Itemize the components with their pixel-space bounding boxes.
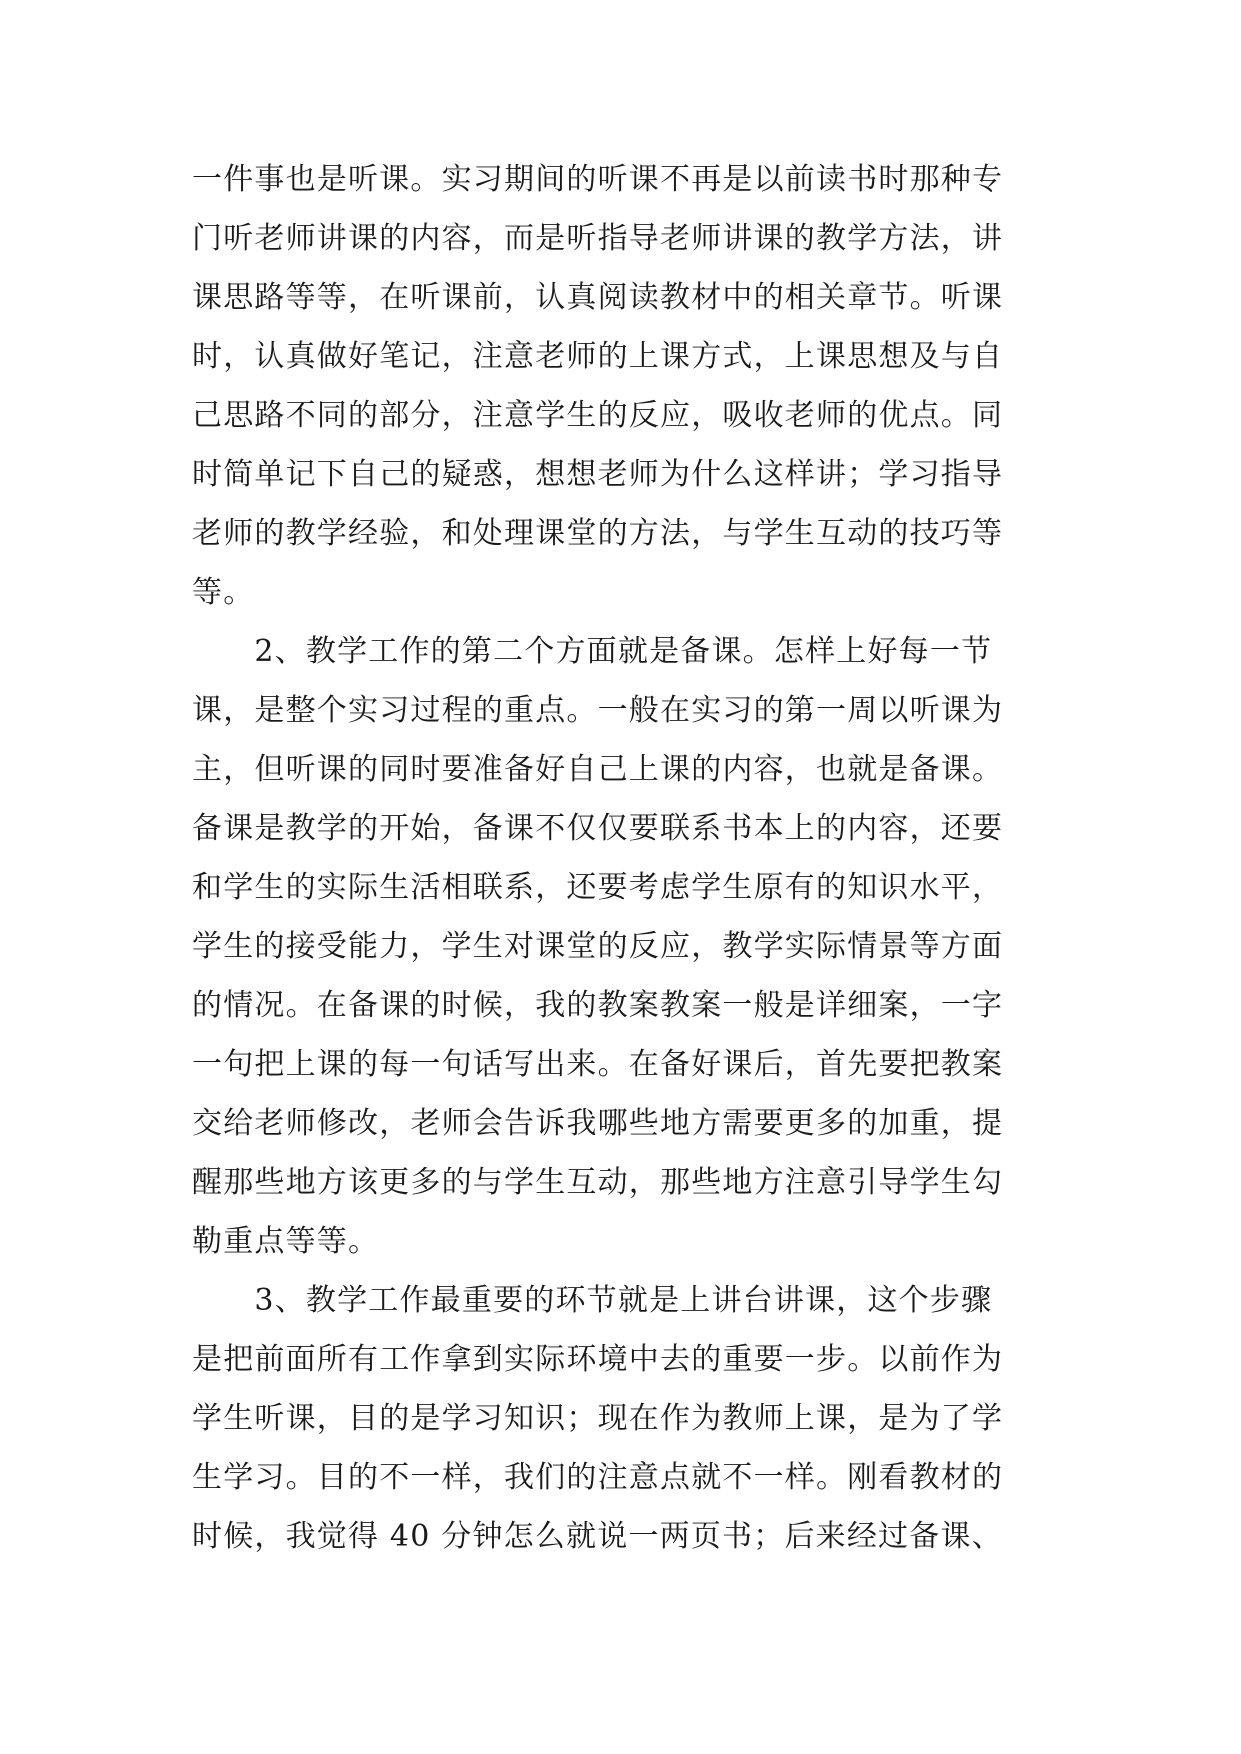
text-line: 时简单记下自己的疑惑，想想老师为什么这样讲；学习指导	[192, 457, 1004, 492]
text-line: 备课是教学的开始，备课不仅仅要联系书本上的内容，还要	[192, 811, 1004, 846]
text-line: 生学习。目的不一样，我们的注意点就不一样。刚看教材的	[192, 1460, 1004, 1495]
text-line: 门听老师讲课的内容，而是听指导老师讲课的教学方法，讲	[192, 221, 1004, 256]
text-line: 时候，我觉得 40 分钟怎么就说一两页书；后来经过备课、	[192, 1519, 1003, 1554]
text-line: 课，是整个实习过程的重点。一般在实习的第一周以听课为	[192, 693, 1004, 728]
text-line: 老师的教学经验，和处理课堂的方法，与学生互动的技巧等	[192, 516, 1004, 551]
text-line: 勒重点等等。	[192, 1224, 380, 1259]
text-line: 是把前面所有工作拿到实际环境中去的重要一步。以前作为	[192, 1342, 1004, 1377]
text-line: 课思路等等，在听课前，认真阅读教材中的相关章节。听课	[192, 280, 1004, 315]
text-line: 主，但听课的同时要准备好自己上课的内容，也就是备课。	[192, 752, 1004, 787]
text-line: 时，认真做好笔记，注意老师的上课方式，上课思想及与自	[192, 339, 1004, 374]
text-line: 醒那些地方该更多的与学生互动，那些地方注意引导学生勾	[192, 1165, 1004, 1200]
text-line: 己思路不同的部分，注意学生的反应，吸收老师的优点。同	[192, 398, 1004, 433]
text-line: 和学生的实际生活相联系，还要考虑学生原有的知识水平，	[192, 870, 1004, 905]
text-line: 等。	[192, 575, 255, 610]
text-line: 学生听课，目的是学习知识；现在作为教师上课，是为了学	[192, 1401, 1004, 1436]
text-line: 交给老师修改，老师会告诉我哪些地方需要更多的加重，提	[192, 1106, 1004, 1141]
text-line: 的情况。在备课的时候，我的教案教案一般是详细案，一字	[192, 988, 1004, 1023]
text-line: 3、教学工作最重要的环节就是上讲台讲课，这个步骤	[192, 1283, 993, 1318]
text-line: 学生的接受能力，学生对课堂的反应，教学实际情景等方面	[192, 929, 1004, 964]
text-line: 2、教学工作的第二个方面就是备课。怎样上好每一节	[192, 634, 993, 669]
body-text	[192, 150, 1052, 1566]
text-line: 一句把上课的每一句话写出来。在备好课后，首先要把教案	[192, 1047, 1004, 1082]
text-line: 一件事也是听课。实习期间的听课不再是以前读书时那种专	[192, 162, 1004, 197]
